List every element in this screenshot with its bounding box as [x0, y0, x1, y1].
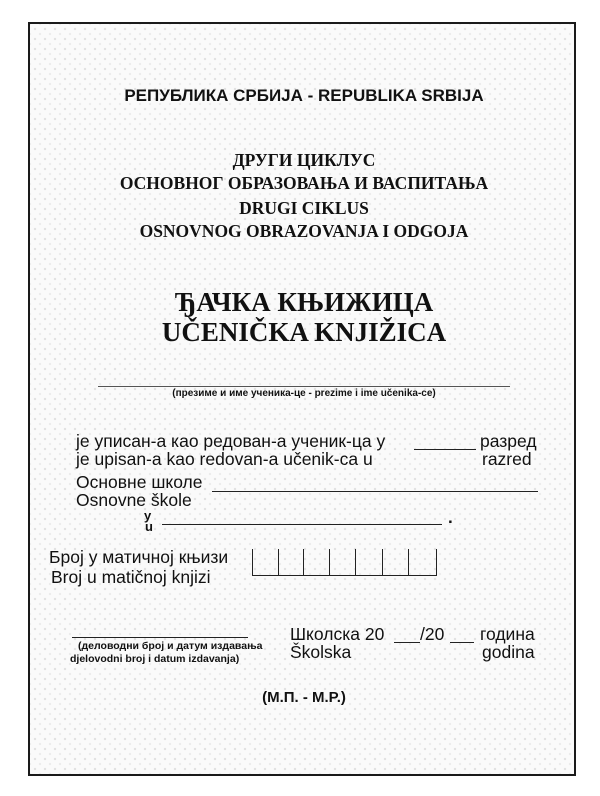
school-year-label-cyrillic: Школска 20 [290, 624, 385, 644]
grade-label-cyrillic: разред [480, 431, 537, 451]
stamp-placeholder: (М.П. - M.P.) [262, 689, 346, 706]
grade-label-latin: razred [482, 449, 532, 469]
cycle-heading-latin-2: OSNOVNOG OBRAZOVANJA I ODGOJA [139, 221, 469, 241]
registry-digit-box[interactable] [278, 549, 304, 575]
place-label-cyrillic: у [144, 508, 152, 523]
student-booklet-cover [28, 22, 576, 776]
student-name-caption: (презиме и име ученика-це - prezime i ime učenika-ce) [172, 388, 436, 399]
enrollment-text-cyrillic: је уписан-а као редован-а ученик-ца у [76, 431, 386, 451]
document-number-caption-latin: djelovodni broj i datum izdavanja) [70, 653, 240, 665]
school-name-line [212, 491, 538, 492]
registry-number-boxes[interactable] [252, 549, 437, 576]
place-label-latin: u [145, 519, 153, 534]
republic-heading: РЕПУБЛИКА СРБИЈА - REPUBLIKA SRBIJA [124, 86, 484, 105]
registry-digit-box[interactable] [408, 549, 437, 575]
registry-label-cyrillic: Број у матичној књизи [49, 547, 229, 567]
place-line [162, 524, 442, 525]
school-year-start-line [394, 642, 420, 643]
registry-digit-box[interactable] [355, 549, 383, 575]
registry-digit-box[interactable] [382, 549, 409, 575]
cycle-heading-cyrillic-1: ДРУГИ ЦИКЛУС [232, 150, 376, 170]
registry-digit-box[interactable] [303, 549, 330, 575]
enrollment-text-latin: je upisan-a kao redovan-a učenik-ca u [76, 449, 373, 469]
school-year-suffix-latin: godina [482, 642, 535, 662]
document-number-caption-cyrillic: (деловодни број и датум издавања [78, 640, 263, 652]
student-name-line [98, 386, 510, 387]
school-year-suffix-cyrillic: година [480, 624, 535, 644]
school-year-label-latin: Školska [290, 642, 352, 662]
document-number-line [72, 637, 248, 638]
booklet-title-latin: UČENIČKA KNJIŽICA [161, 317, 447, 347]
place-period: . [448, 508, 453, 527]
school-year-end-line [450, 642, 474, 643]
registry-digit-box[interactable] [329, 549, 356, 575]
cycle-heading-latin-1: DRUGI CIKLUS [239, 198, 369, 218]
registry-label-latin: Broj u matičnoj knjizi [51, 567, 211, 587]
grade-blank-line [414, 449, 476, 450]
school-label-latin: Osnovne škole [76, 490, 192, 510]
school-year-separator: /20 [420, 624, 445, 644]
registry-digit-box[interactable] [253, 549, 279, 575]
cycle-heading-cyrillic-2: ОСНОВНОГ ОБРАЗОВАЊА И ВАСПИТАЊА [119, 173, 489, 193]
school-label-cyrillic: Основне школе [76, 472, 203, 492]
booklet-title-cyrillic: ЂАЧКА КЊИЖИЦА [174, 287, 434, 317]
